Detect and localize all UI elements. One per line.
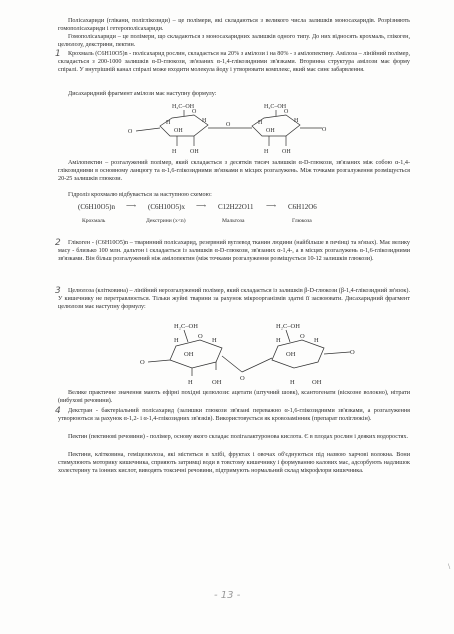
- scheme-glucose-label: Глюкоза: [292, 218, 312, 224]
- svg-text:H₂C–OH: H₂C–OH: [264, 104, 287, 110]
- svg-text:H: H: [264, 149, 269, 155]
- svg-text:H₂C–OH: H₂C–OH: [172, 104, 195, 110]
- svg-text:H₂C–OH: H₂C–OH: [174, 323, 198, 330]
- svg-text:O: O: [350, 349, 355, 356]
- svg-text:O: O: [284, 109, 289, 115]
- svg-text:H₂C–OH: H₂C–OH: [276, 323, 300, 330]
- svg-text:H: H: [188, 379, 193, 386]
- para-glycogen: Глікоген - (C6H10O5)n – тваринний полісахарид, резервний вуглевод тканин людини (найбільше в печінці та м'язах). Має велику масу - близько 100 млн. дальтон і складається із залишків α-D-глюкози, зв'язаних α-1,4-, а в місцях розгалужень α-1,6-глікозидними зв'язками. Він більш розгалужений ніж амілопектин (між точками розгалуження розміщується 10-12 залишків глюкози).: [58, 240, 410, 262]
- scheme-starch-label: Крохмаль: [82, 218, 106, 224]
- svg-text:OH: OH: [184, 351, 194, 358]
- scheme-arrow-3: ⟶: [266, 202, 277, 210]
- scheme-arrow-2: ⟶: [196, 202, 207, 210]
- scheme-glucose-formula: C6H12O6: [288, 203, 317, 211]
- page-number: - 13 -: [214, 590, 241, 601]
- svg-text:O: O: [322, 127, 327, 133]
- para-hydrolysis-intro: Гідроліз крохмалю відбувається за наступною схемою:: [68, 192, 212, 198]
- svg-text:OH: OH: [282, 149, 291, 155]
- scheme-arrow-1: ⟶: [126, 202, 137, 210]
- svg-text:H: H: [174, 337, 179, 344]
- handwritten-mark-2: 2: [55, 238, 61, 248]
- svg-text:H: H: [276, 337, 281, 344]
- handwritten-mark-3: 3: [55, 286, 61, 296]
- svg-text:O: O: [226, 122, 231, 128]
- scheme-maltose-label: Мальтоза: [222, 218, 245, 224]
- para-amylose-formula-intro: Дисахаридний фрагмент амілози має наступну формулу:: [68, 91, 217, 97]
- svg-text:O: O: [192, 109, 197, 115]
- para-amylopectin: Амілопектин – розгалужений полімер, який складається з десятків тисяч залишків α-D-глюкози, зв'язаних між собою α-1,4-глікозидними в основному ланцюгу та α-1,6-глікозидними зв'язками в місцях розгалужень. Між точками розгалуження розміщується 20-25 залишків глюкози.: [58, 160, 410, 182]
- edge-mark: \: [448, 562, 451, 571]
- svg-text:H: H: [294, 118, 299, 124]
- para-cellulose-esters: Велике практичне значення мають ефірні похідні целюлози: ацетати (штучний шовк), ксантогенати (віскозне волокно), нітрати (вибухові речовини).: [58, 390, 410, 404]
- para-homopolysaccharides: Гомополісахариди – це полімери, що складаються з моносахаридних залишків одного типу. До них відносять крохмаль, глікоген, целюлозу, декстрини, пектин.: [58, 34, 410, 48]
- amylose-structure-image: [122, 98, 332, 160]
- svg-text:H: H: [290, 379, 295, 386]
- svg-text:O: O: [198, 333, 203, 340]
- para-starch: Крохмаль (C6H10O5)n - полісахарид рослин, складається на 20% з амілози і на 80% - з амілопектину. Амілоза – лінійний полімер, складається з 200-1000 залишків α-D-глюкози, зв'язаних α-1,4-глікозидними зв'язками. Вторинна структура амілози має форму спіралі. У внутрішній канал спіралі може входити молекула йоду і утворювати комплекс, який має синє забарвлення.: [58, 51, 410, 73]
- svg-text:OH: OH: [266, 128, 275, 134]
- para-polysaccharides: Полісахариди (глікани, поліглікозиди) – це полімери, які складаються з великого числа залишків моносахаридів. Розрізняють гомополісахариди і гетерополісахариди.: [58, 18, 410, 32]
- scheme-maltose-formula: C12H22O11: [218, 203, 254, 211]
- svg-text:O: O: [300, 333, 305, 340]
- svg-text:H: H: [166, 120, 171, 126]
- svg-text:OH: OH: [212, 379, 222, 386]
- svg-text:OH: OH: [190, 149, 199, 155]
- handwritten-mark-1: 1: [55, 49, 61, 59]
- scheme-starch-formula: (C6H10O5)n: [78, 203, 115, 211]
- para-pectin: Пектин (пектинові речовини) - полімер, основу якого складає полігалактуронова кислота. Є в плодах рослин і деяких водоростях.: [68, 434, 409, 440]
- para-dietary-fiber: Пектини, клітковина, геміцелюлоза, які містяться в хлібі, фруктах і овочах об'єднуються під назвою харчові волокна. Вони стимулюють моторику кишечника, сприяють затримці води в товстому кишечнику і формуванню калових мас, адсорбують надлишок холестерину та іонних кислот, виводять токсичні речовини, підтримують нормальний склад мікрофлори кишечника.: [58, 452, 410, 474]
- svg-text:O: O: [240, 375, 245, 382]
- svg-text:O: O: [140, 359, 145, 366]
- hydrolysis-scheme: [78, 203, 398, 225]
- svg-text:OH: OH: [174, 128, 183, 134]
- svg-text:H: H: [314, 337, 319, 344]
- handwritten-mark-4: 4: [55, 406, 61, 416]
- svg-text:H: H: [212, 337, 217, 344]
- svg-text:OH: OH: [286, 351, 296, 358]
- svg-text:H: H: [258, 120, 263, 126]
- svg-text:OH: OH: [312, 379, 322, 386]
- para-cellulose: Целюлоза (клітковина) – лінійний нерозгалужений полімер, який складається із залишків β-D-глюкози (β-1,4-глікозидний зв'язок). У кишечнику не перетравлюється. Тільки жуйні тварини за рахунок мікроорганізмів здатні її засвоювати. Дисахаридний фрагмент целюлози має наступну формулу:: [58, 288, 410, 310]
- para-dextran: Декстран - бактеріальний полісахарид (залишки глюкози зв'язані переважно α-1,6-глікозидними зв'язками, а розгалуження утворюються за рахунок α-1,2- і α-1,4-глікозидних зв'язків). Використовується як кровозамінник (препарат поліглюкін).: [58, 408, 410, 422]
- svg-text:H: H: [202, 118, 207, 124]
- cellulose-structure-image: [138, 318, 368, 388]
- scheme-dextrins-formula: (C6H10O5)x: [148, 203, 185, 211]
- svg-text:H: H: [172, 149, 177, 155]
- svg-text:O: O: [128, 129, 133, 135]
- scheme-dextrins-label: Декстрини (x<n): [146, 218, 186, 224]
